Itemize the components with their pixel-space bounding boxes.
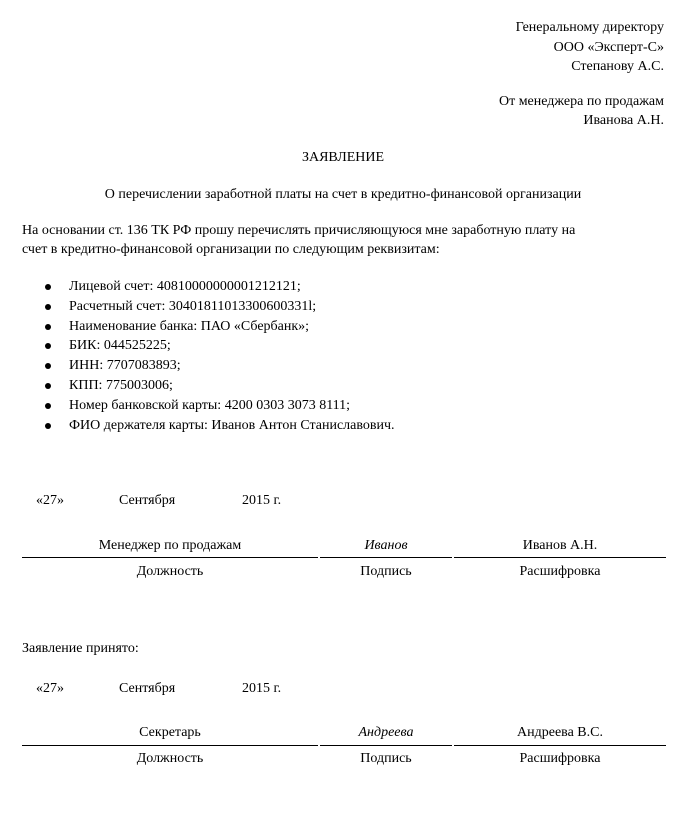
signature1-caption-position: Должность (136, 564, 204, 579)
signature1-signature-line (320, 557, 452, 558)
addressee-line-3: Степанову А.С. (571, 59, 664, 74)
requisite-text: ИНН: 7707083893; (69, 358, 181, 374)
signature2-caption-position: Должность (136, 751, 204, 766)
requisite-text: Наименование банка: ПАО «Сбербанк»; (69, 318, 310, 334)
addressee-line-2: ООО «Эксперт-С» (553, 40, 664, 55)
requisite-item (0, 396, 395, 416)
body-line-1: На основании ст. 136 ТК РФ прошу перечислять причисляющуюся мне заработную плату на (22, 223, 576, 238)
signature1-name: Иванов А.Н. (522, 538, 598, 553)
bullet-icon (45, 383, 51, 389)
body-line-2: счет в кредитно-финансовой организации по следующим реквизитам: (22, 242, 440, 257)
document-title: ЗАЯВЛЕНИЕ (301, 150, 385, 165)
signature2-signature-line (320, 745, 452, 746)
bullet-icon (45, 363, 51, 369)
bullet-icon (45, 284, 51, 290)
bullet-icon (45, 343, 51, 349)
date2-month: Сентября (119, 681, 176, 696)
requisite-text: Номер банковской карты: 4200 0303 3073 8111; (69, 397, 351, 413)
date2-day: «27» (36, 681, 64, 696)
requisites-list (0, 277, 395, 435)
signature1-position-line (22, 557, 318, 558)
signature2-signature: Андреева (358, 725, 414, 740)
accepted-label: Заявление принято: (22, 641, 139, 656)
bullet-icon (45, 324, 51, 330)
sender-line-2: Иванова А.Н. (583, 113, 664, 128)
date2-year: 2015 г. (242, 681, 282, 696)
signature2-name: Андреева В.С. (517, 725, 603, 740)
signature1-caption-decoding: Расшифровка (519, 564, 601, 579)
requisite-text: ФИО держателя карты: Иванов Антон Станиславович. (69, 417, 395, 433)
requisite-item (0, 356, 395, 376)
signature2-name-line (454, 745, 666, 746)
signature1-position: Менеджер по продажам (98, 538, 242, 553)
date1-month: Сентября (119, 493, 176, 508)
addressee-line-1: Генеральному директору (515, 20, 664, 35)
sender-line-1: От менеджера по продажам (498, 94, 664, 109)
requisite-item (0, 376, 395, 396)
signature2-caption-signature: Подпись (360, 751, 412, 766)
requisite-item (0, 416, 395, 436)
date1-year: 2015 г. (242, 493, 282, 508)
bullet-icon (45, 423, 51, 429)
signature2-position-line (22, 745, 318, 746)
requisite-text: БИК: 044525225; (69, 338, 171, 354)
requisite-item (0, 317, 395, 337)
bullet-icon (45, 403, 51, 409)
requisite-text: Расчетный счет: 30401811013300600331l; (69, 298, 317, 314)
document-subject: О перечислении заработной платы на счет в кредитно-финансовой организации (104, 187, 582, 202)
signature1-name-line (454, 557, 666, 558)
requisite-item (0, 277, 395, 297)
signature2-position: Секретарь (139, 725, 201, 740)
bullet-icon (45, 304, 51, 310)
requisite-item (0, 336, 395, 356)
requisite-text: Лицевой счет: 40810000000001212121; (69, 279, 301, 294)
date1-day: «27» (36, 493, 64, 508)
requisite-item (0, 297, 395, 317)
signature1-signature: Иванов (364, 538, 408, 553)
signature1-caption-signature: Подпись (360, 564, 412, 579)
requisite-text: КПП: 775003006; (69, 377, 173, 393)
signature2-caption-decoding: Расшифровка (519, 751, 601, 766)
